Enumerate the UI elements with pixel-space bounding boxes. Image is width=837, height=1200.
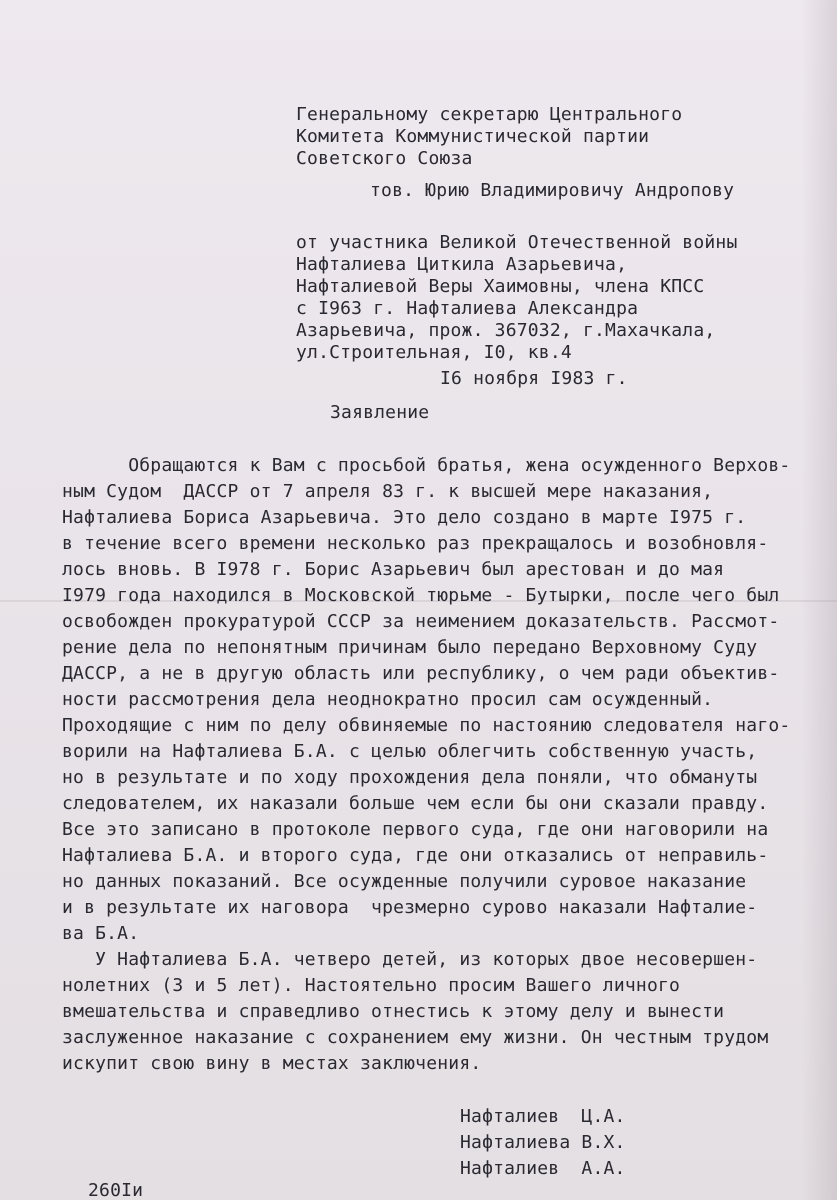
body-line: и в результате их наговора чрезмерно сурово наказали Нафталие- — [62, 897, 758, 918]
body-line: вмешательства и справедливо отнестись к этому делу и вынести — [62, 1001, 725, 1022]
body-line: в течение всего времени несколько раз прекращалось и возобновля- — [62, 533, 769, 554]
letter-date: I6 ноября I983 г. — [440, 368, 628, 389]
sender-line: Нафталиева Циткила Азарьевича, — [296, 254, 628, 275]
addressee-line: Комитета Коммунистической партии — [296, 126, 650, 147]
body-line: нолетних (3 и 5 лет). Настоятельно просим Вашего личного — [62, 975, 681, 996]
body-line: Проходящие с ним по делу обвиняемые по настоянию следователя наго- — [62, 715, 791, 736]
body-line: ДАССР, а не в другую область или республику, о чем ради объектив- — [62, 663, 780, 684]
body-line: Нафталиева Бориса Азарьевича. Это дело создано в марте I975 г. — [62, 507, 747, 528]
body-line: но в результате и по ходу прохождения дела поняли, что обмануты — [62, 767, 758, 788]
body-line: лось вновь. В I978 г. Борис Азарьевич был арестован и до мая — [62, 559, 725, 580]
sender-line: от участника Великой Отечественной войны — [296, 232, 738, 253]
signature-name: Нафталиев А.А. — [460, 1158, 626, 1179]
body-line: Все это записано в протоколе первого суда, где они наговорили на — [62, 819, 769, 840]
addressee-line: Генеральному секретарю Центрального — [296, 104, 683, 125]
addressee-name: тов. Юрию Владимировичу Андропову — [370, 180, 735, 201]
footer-code: 260Iи — [88, 1180, 144, 1200]
body-line: Обращаются к Вам с просьбой братья, жена осужденного Верхов- — [62, 455, 791, 476]
document-title: Заявление — [330, 402, 430, 423]
body-line: У Нафталиева Б.А. четверо детей, из которых двое несовершен- — [62, 949, 758, 970]
body-line: искупит свою вину в местах заключения. — [62, 1053, 482, 1074]
body-line: ным Судом ДАССР от 7 апреля 83 г. к высшей мере наказания, — [62, 481, 714, 502]
sender-line: с I963 г. Нафталиева Александра — [296, 298, 639, 319]
addressee-line: Советского Союза — [296, 148, 473, 169]
body-line: освобожден прокуратурой СССР за неимением доказательств. Рассмот- — [62, 611, 780, 632]
body-line: заслуженное наказание с сохранением ему жизни. Он честным трудом — [62, 1027, 769, 1048]
signature-name: Нафталиева В.Х. — [460, 1132, 626, 1153]
body-line: ва Б.А. — [62, 923, 140, 944]
body-line: ворили на Нафталиева Б.А. с целью облегчить собственную участь, — [62, 741, 758, 762]
signature-name: Нафталиев Ц.А. — [460, 1106, 626, 1127]
body-line: но данных показаний. Все осужденные получили суровое наказание — [62, 871, 747, 892]
body-line: Нафталиева Б.А. и второго суда, где они отказались от неправиль- — [62, 845, 769, 866]
body-line: ности рассмотрения дела неоднократно просил сам осужденный. — [62, 689, 714, 710]
sender-line: Азарьевича, прож. 367032, г.Махачкала, — [296, 320, 716, 341]
sender-line: ул.Строительная, I0, кв.4 — [296, 342, 572, 363]
body-line: следователем, их наказали больше чем если бы они сказали правду. — [62, 793, 769, 814]
body-line: I979 года находился в Московской тюрьме - Бутырки, после чего был — [62, 585, 780, 606]
body-line: рение дела по непонятным причинам было передано Верховному Суду — [62, 637, 758, 658]
sender-line: Нафталиевой Веры Хаимовны, члена КПСС — [296, 276, 705, 297]
